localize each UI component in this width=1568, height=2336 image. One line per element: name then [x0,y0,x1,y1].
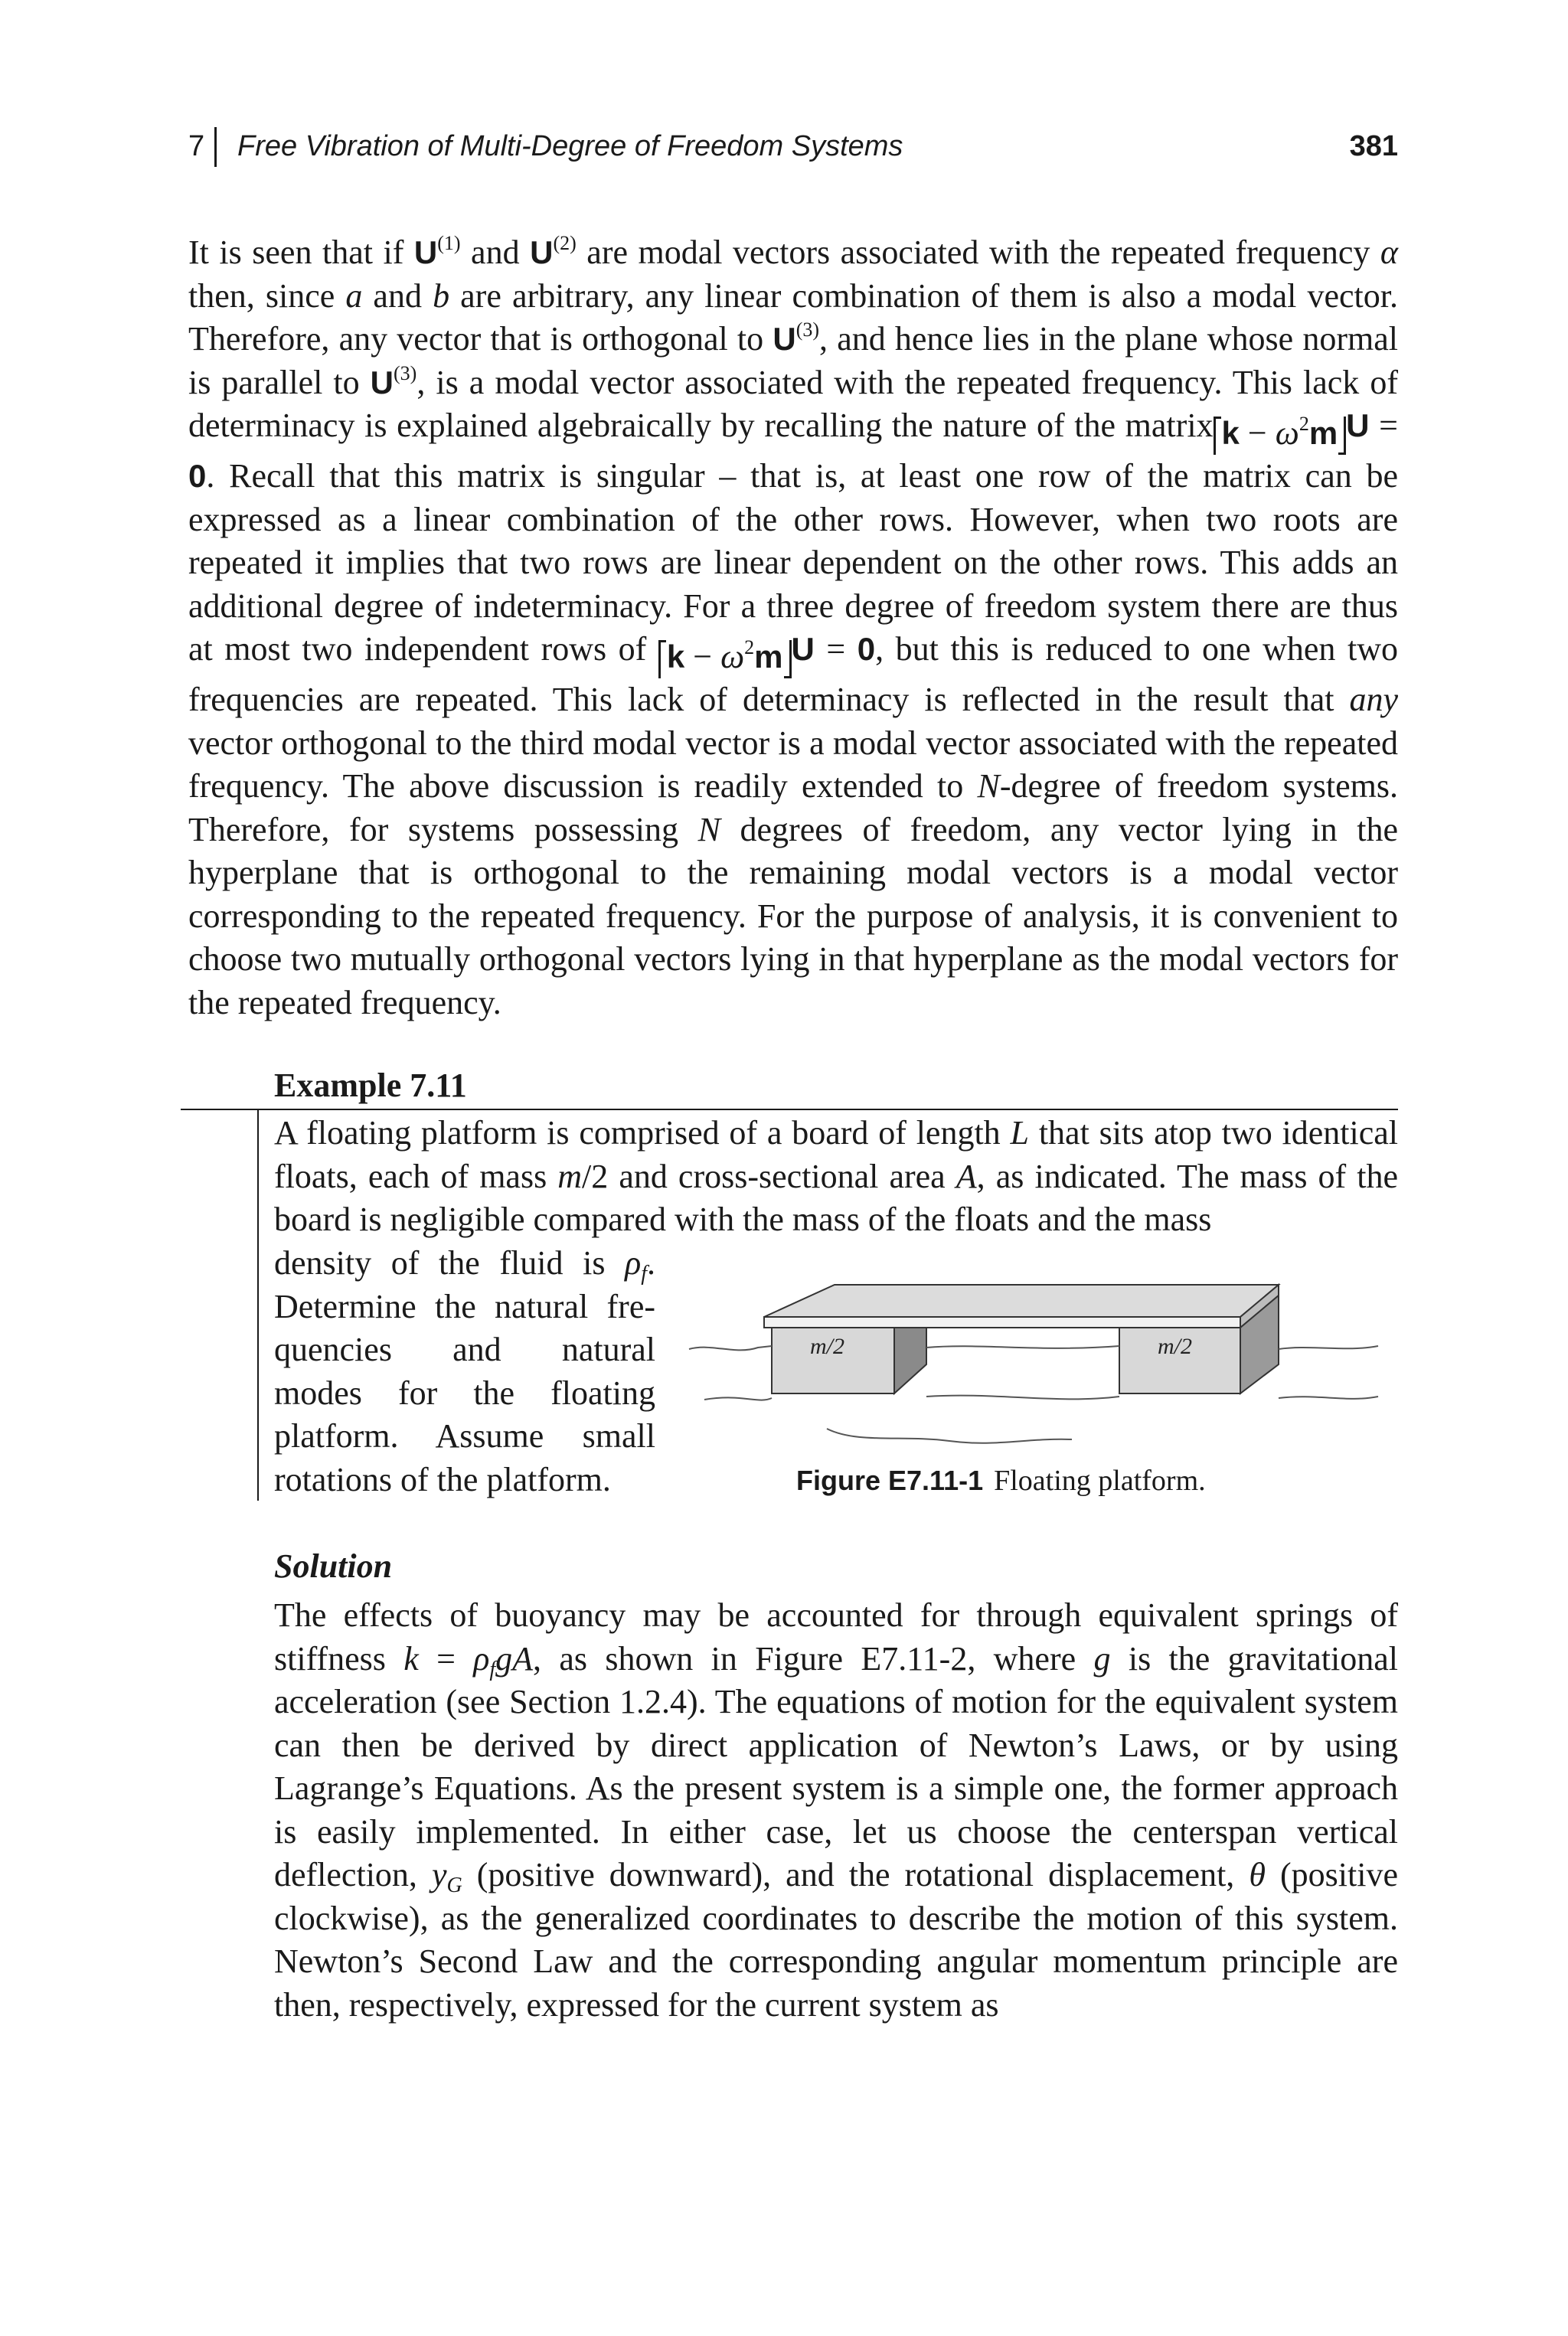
left-float-label: m/2 [810,1334,844,1359]
right-float-label: m/2 [1158,1334,1192,1359]
left-float-side [894,1328,926,1393]
matrix-k-omega-m-2: $k - \omega^2m$ [658,640,792,678]
figure-caption-text: Floating platform. [994,1465,1206,1497]
chapter-number: 7 [188,130,205,162]
example-statement: A floating platform is comprised of a board of length L that sits atop two identical floats, each of mass m/2 and cross-sectional area A, as indicated. The mass of the board is negligible compared with the mass of the floats and the mass [274,1114,1398,1238]
example-side-bar [257,1110,259,1501]
water-line-lower-left [704,1397,772,1400]
example-rule [181,1109,1398,1110]
water-line-bottom [827,1429,1072,1443]
figure-label: Figure E7.11-1 [796,1465,984,1496]
page-number: 381 [1349,130,1398,162]
board-top [764,1285,1279,1317]
example-statement-side: density of the fluid is $\rho_f$. Determine the natural fre- quencies and natural modes for the floating platform. Assume small rotations of the platform. [274,1244,655,1498]
chapter-title: Free Vibration of Multi-Degree of Freedom Systems [237,130,903,162]
board-front [764,1317,1240,1328]
running-header [188,130,1398,176]
water-line-lower-right [1279,1397,1378,1399]
example-title: Example 7.11 [274,1067,467,1104]
water-line-left [689,1346,772,1350]
matrix-k-omega-m: $k - \omega^2m$ [1214,417,1347,455]
floating-platform-figure [674,1263,1386,1478]
header-divider [214,127,217,167]
water-line-right [1279,1346,1378,1349]
solution-paragraph: The effects of buoyancy may be accounted for through equivalent springs of stiffness $k = \rho_fgA$, as shown in Figure E7.11-2, where g is the gravitational acceleration (see Section 1.2.4). The equations of motion for the equivalent system can then be derived by direct application of Newton’s Laws, or by using Lagrange’s Equations. As the present system is a simple one, the former approach is easily implemented. In either case, let us choose the centerspan vertical deflection, $y_G$ (positive downward), and the rotational displacement, θ (positive clockwise), as the generalized coordinates to describe the motion of this system. Newton’s Second Law and the corresponding angular momentum principle are then, respectively, expressed for the current system as [274,1596,1398,2024]
body-paragraph: It is seen that if $U^{(1)}$ and $U^{(2)}$ are modal vectors associated with the repeated frequency α then, since a and b are arbitrary, any linear combination of them is also a modal vector. Therefore, any vector that is orthogonal to $U^{(3)}$, and hence lies in the plane whose normal is parallel to $U^{(3)}$, is a modal vector associated with the repeated frequency. This lack of determinacy is explained algebraically by recalling the nature of the matrix $k - \omega^2m$ U = 0. Recall that this matrix is singular – that is, at least one row of the matrix can be expressed as a linear combination of the other rows. However, when two roots are repeated it implies that two rows are linear dependent on the other rows. This adds an additional degree of indeterminacy. For a three degree of freedom system there are thus at most two independent rows of $k - \omega^2m$ U = 0, but this is reduced to one when two frequencies are repeated. This lack of determinacy is reflected in the result that any vector orthogonal to the third modal vector is a modal vector associated with the repeated frequency. The above discussion is readily extended to N-degree of freedom systems. Therefore, for systems possessing N degrees of freedom, any vector lying in the hyperplane that is orthogonal to the remaining modal vectors is a modal vector corresponding to the repeated frequency. For the purpose of analysis, it is convenient to choose two mutually orthogonal vectors lying in that hyperplane as the modal vectors for the repeated frequency. [188,232,1398,1021]
water-line-lower-mid [926,1396,1119,1400]
figure-caption [796,1464,1206,1498]
water-line-mid [926,1346,1119,1348]
solution-heading: Solution [274,1547,393,1585]
